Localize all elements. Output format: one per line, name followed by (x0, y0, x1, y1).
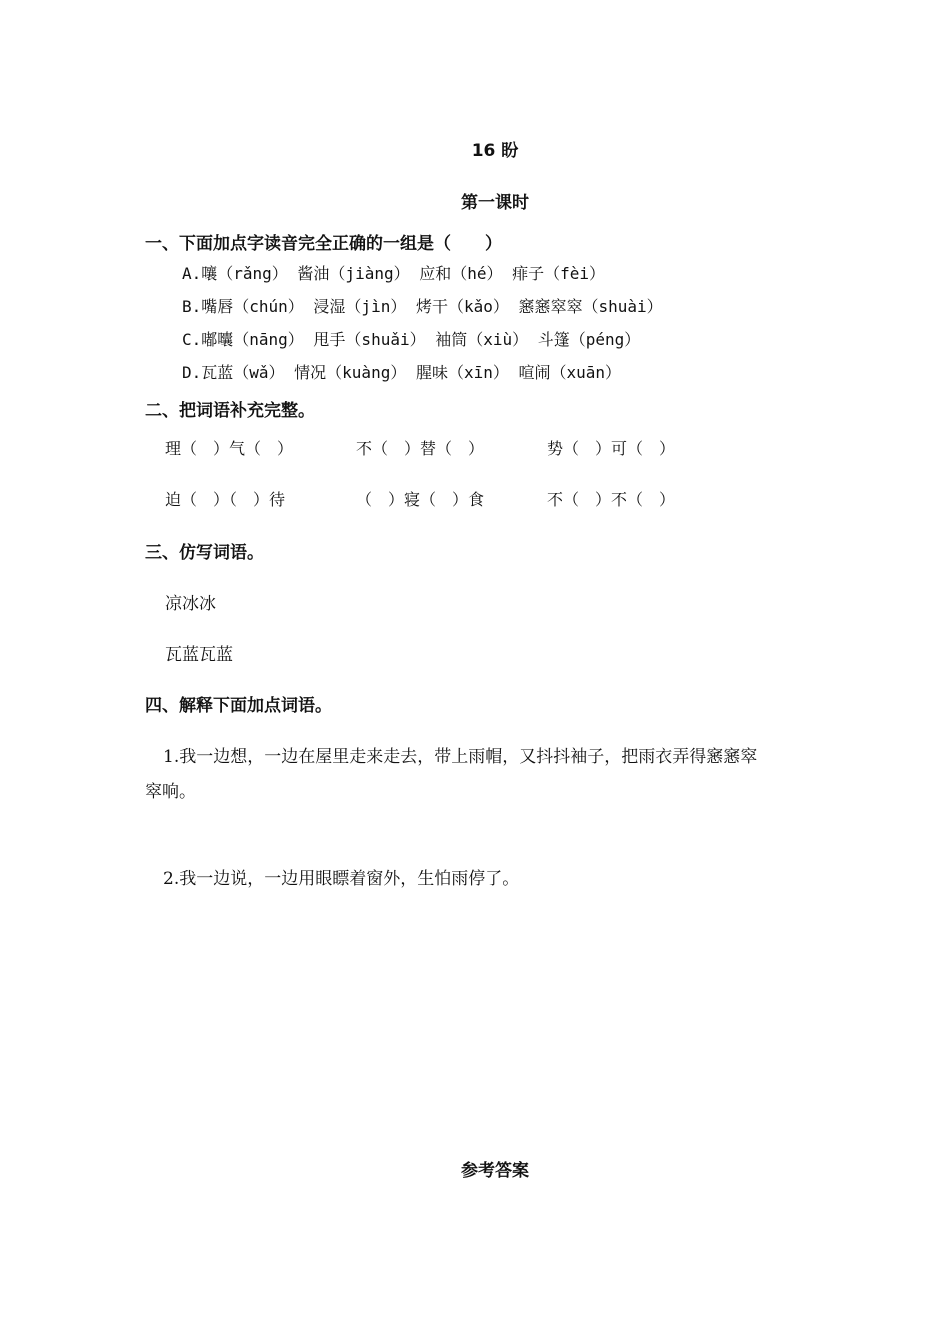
answer-title: 参考答案 (461, 1161, 529, 1181)
q2-item: 迫（ ）（ ）待 (165, 490, 286, 509)
q3-example: 瓦蓝瓦蓝 (165, 645, 233, 665)
q1-option-c: C.嘟囔（nāng） 甩手（shuǎi） 袖筒（xiù） 斗篷（péng） (182, 330, 641, 349)
q1-option-d: D.瓦蓝（wǎ） 情况（kuàng） 腥味（xīn） 喧闹（xuān） (182, 363, 622, 382)
q2-item: 理（ ）气（ ） (165, 439, 294, 458)
q4-item-1-line-1: 1.我一边想，一边在屋里走来走去，带上雨帽，又抖抖袖子，把雨衣弄得窸窸窣 (163, 747, 758, 767)
q3-heading: 三、仿写词语。 (145, 543, 264, 563)
q2-heading: 二、把词语补充完整。 (145, 401, 315, 421)
q4-item-1-line-2: 窣响。 (145, 782, 196, 802)
q2-item: 势（ ）可（ ） (547, 439, 676, 458)
page-title: 16 盼 (471, 141, 519, 161)
q4-item-2: 2.我一边说，一边用眼瞟着窗外，生怕雨停了。 (163, 869, 520, 889)
q1-option-a: A.嚷（rǎng） 酱油（jiàng） 应和（hé） 痱子（fèi） (182, 264, 606, 283)
q4-heading: 四、解释下面加点词语。 (145, 696, 332, 716)
q2-item: 不（ ）替（ ） (356, 439, 485, 458)
q1-heading: 一、下面加点字读音完全正确的一组是（ ） (145, 234, 502, 254)
q3-example: 凉冰冰 (165, 594, 216, 614)
lesson-subtitle: 第一课时 (461, 193, 529, 213)
q2-item: 不（ ）不（ ） (547, 490, 676, 509)
q1-option-b: B.嘴唇（chún） 浸湿（jìn） 烤干（kǎo） 窸窸窣窣（shuài） (182, 297, 663, 316)
q2-item: （ ）寝（ ）食 (356, 490, 485, 509)
